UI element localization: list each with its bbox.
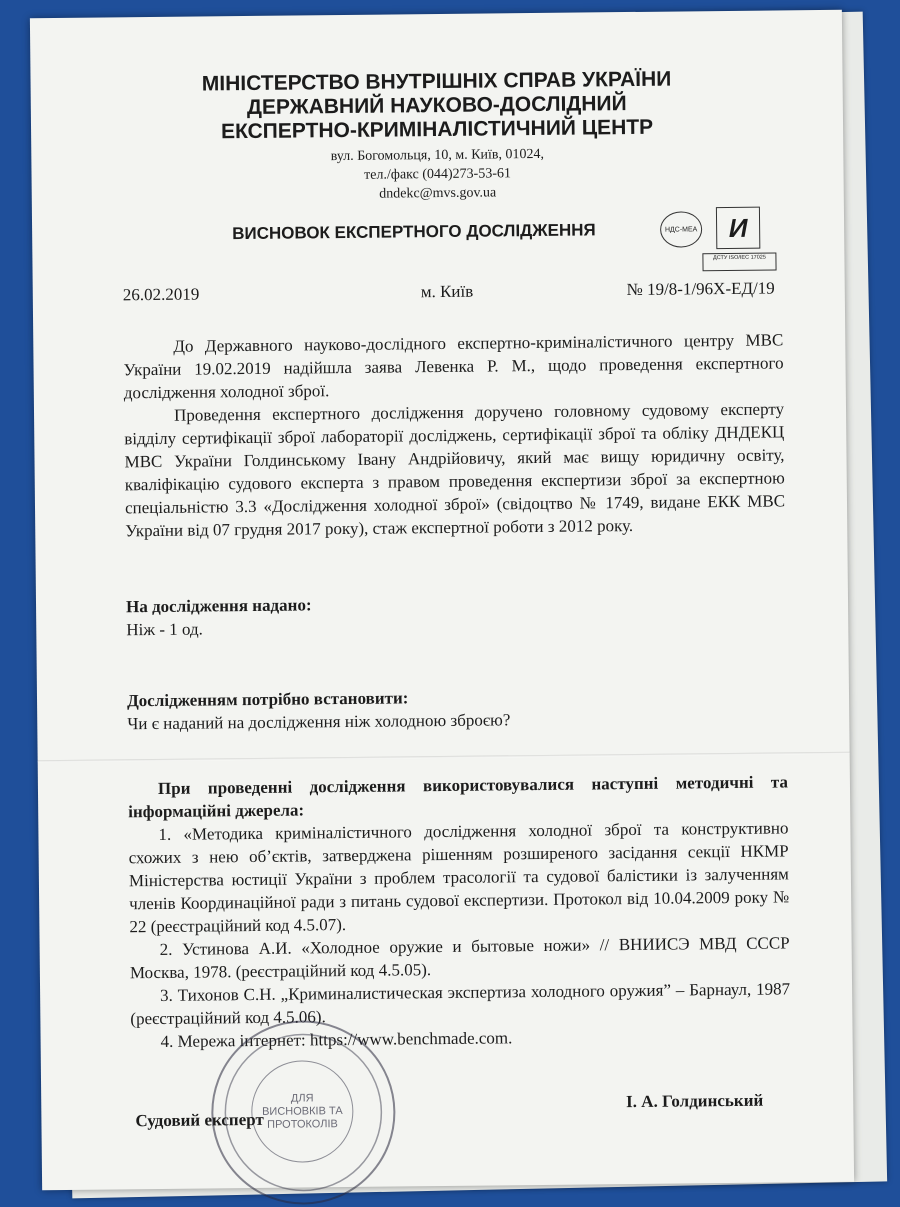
paragraph-intro: До Державного науково-дослідного експертно-криміналістичного центру МВС України 19.02.2019 надійшла заява Левенка Р. М., щодо проведення експертного дослідження холодної зброї. [123, 330, 784, 403]
signer-name: І. А. Голдинський [626, 1090, 764, 1112]
page-fold-line [38, 752, 850, 763]
source-item-4: 4. Мережа інтернет: https://www.benchmade.com. [160, 1028, 513, 1051]
stamp-line-1: ДЛЯ [290, 1091, 314, 1105]
question-heading: Дослідженням потрібно встановити: [126, 688, 409, 711]
sources-heading: При проведенні дослідження використовувалися наступні методичні та інформаційні джерела: [128, 772, 789, 822]
phone: тел./факс (044)273-53-61 [364, 166, 512, 183]
accreditation-box-logo [716, 207, 760, 249]
paragraph-expert: Проведення експертного дослідження доручено головному судовому експерту відділу сертифікації зброї лабораторії досліджень, сертифікації зброї та обліку ДНДЕКЦ МВС України Голдинському Івану Андрійовичу, який має вищу юридичну освіту, кваліфікацію судового експерта з правом проведення експертизи зброї за експертною спеціальністю 3.3 «Дослідження холодної зброї» (свідоцтво № 1749, видане ЕКК МВС України від 07 грудня 2017 року), стаж експертної роботи з 2012 року. [124, 399, 786, 541]
stamp-line-3: ПРОТОКОЛІВ [267, 1117, 338, 1131]
document-date: 26.02.2019 [122, 284, 200, 305]
letterhead [30, 66, 843, 207]
title-row [32, 210, 844, 262]
signer-role: Судовий експерт [135, 1109, 264, 1131]
source-item-1: 1. «Методика криміналістичного дослідження холодної зброї та конструктивно схожих з нею об’єктів, затверджена рішенням розширеного засідання секції НКМР Міністерства юстиції України з проблем трасології та судової балістики із залученням членів Координаційної ради з питань судової експертизи. Протокол від 10.04.2009 року № 22 (реєстраційний код 4.5.07). [128, 818, 790, 937]
intro-section [123, 328, 785, 542]
provided-heading: На дослідження надано: [125, 595, 312, 617]
question-section [127, 682, 787, 735]
cert-text: ДСТУ ISO/IEC 17025 [712, 254, 766, 262]
box-logo-text: И [728, 212, 748, 243]
accreditation-certificate-label [702, 252, 776, 271]
document-page [30, 10, 854, 1190]
provided-section [126, 588, 786, 641]
source-item-2: 2. Устинова А.И. «Холодное оружие и бытовые ножи» // ВНИИСЭ МВД СССР Москва, 1978. (реєстраційний код 4.5.05). [129, 933, 790, 983]
stamp-line-2: ВИСНОВКІВ ТА [261, 1104, 343, 1118]
document-number: № 19/8-1/96Х-ЕД/19 [626, 278, 775, 300]
accreditation-round-logo [660, 211, 702, 247]
email: dndekc@mvs.gov.ua [379, 185, 497, 202]
org-line-2: ДЕРЖАВНИЙ НАУКОВО-ДОСЛІДНИЙ [246, 92, 627, 120]
org-line-1: МІНІСТЕРСТВО ВНУТРІШНІХ СПРАВ УКРАЇНИ [201, 67, 672, 96]
source-item-3: 3. Тихонов С.Н. „Криминалистическая экспертиза холодного оружия” – Барнаул, 1987 (реєстраційний код 4.5.06). [130, 979, 791, 1029]
document-city: м. Київ [420, 281, 474, 302]
document-title: ВИСНОВОК ЕКСПЕРТНОГО ДОСЛІДЖЕННЯ [232, 220, 596, 244]
round-logo-text: НДС-МЕА [664, 225, 698, 234]
stamp-center [251, 1060, 354, 1163]
sources-section [128, 770, 791, 1053]
document-meta [122, 278, 775, 305]
org-line-3: ЕКСПЕРТНО-КРИМІНАЛІСТИЧНИЙ ЦЕНТР [220, 115, 654, 144]
question-item: Чи є наданий на дослідження ніж холодною зброєю? [127, 710, 511, 734]
address: вул. Богомольця, 10, м. Київ, 01024, [330, 146, 545, 165]
provided-item: Ніж - 1 од. [126, 619, 203, 640]
